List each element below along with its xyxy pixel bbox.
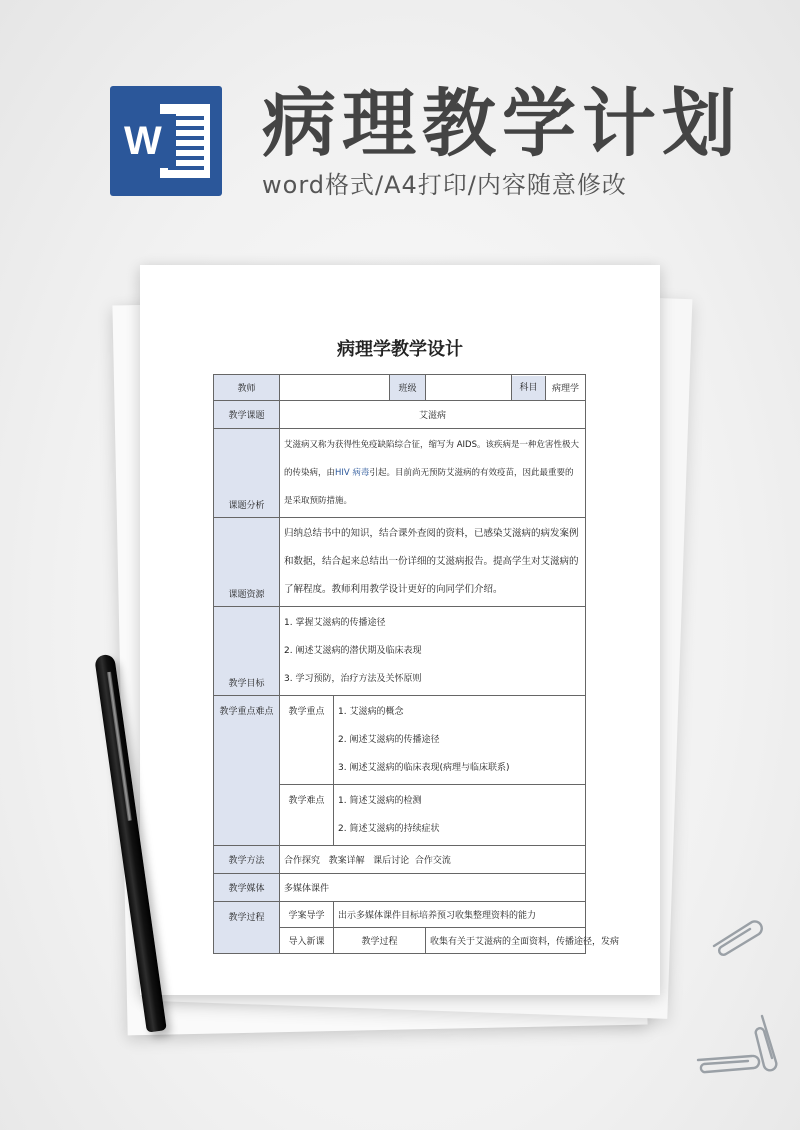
- banner-subtitle: word格式/A4打印/内容随意修改: [262, 171, 627, 199]
- difficulty-label: 教学难点: [280, 785, 334, 846]
- subject-cell: [512, 375, 586, 401]
- teacher-label: 教师: [214, 375, 280, 401]
- media-value: 多媒体课件: [280, 874, 586, 902]
- topic-label: 教学课题: [214, 401, 280, 429]
- topic-value: 艾滋病: [280, 401, 586, 429]
- list-item: 1. 掌握艾滋病的传播途径: [284, 618, 386, 628]
- focus-label: 教学重点: [280, 696, 334, 785]
- intro-label: 导入新课: [280, 928, 334, 954]
- table-row: [214, 429, 586, 518]
- list-item: 2. 简述艾滋病的持续症状: [338, 824, 440, 834]
- method-value: 合作探究 教案详解 课后讨论 合作交流: [280, 846, 586, 874]
- analysis-label: 课题分析: [214, 429, 280, 518]
- list-item: 3. 学习预防，治疗方法及关怀原则: [284, 674, 422, 684]
- hiv-link[interactable]: HIV 病毒: [335, 468, 370, 478]
- lesson-plan-table: [213, 374, 620, 954]
- table-row: [214, 902, 586, 928]
- list-item: 2. 阐述艾滋病的潜伏期及临床表现: [284, 646, 422, 656]
- step-value: 收集有关于艾滋病的全面资料，传播途径，发病: [426, 928, 586, 954]
- table-row: [214, 607, 586, 696]
- logo-letter: W: [124, 114, 176, 168]
- list-item: 1. 简述艾滋病的检测: [338, 796, 422, 806]
- paperclip-icon: [706, 912, 766, 956]
- class-value[interactable]: [426, 375, 512, 401]
- list-item: 3. 阐述艾滋病的临床表现(病理与临床联系): [338, 763, 510, 773]
- resources-text: 归纳总结书中的知识，结合课外查阅的资料，已感染艾滋病的病发案例和数据，结合起来总结出一份详细的艾滋病报告。提高学生对艾滋病的了解程度。教师利用教学设计更好的向同学们介绍。: [280, 518, 586, 607]
- step-label: 教学过程: [334, 928, 426, 954]
- table-row: [214, 874, 586, 902]
- analysis-text-before: 艾滋病又称为获得性免疫缺陷综合征，缩写为 AIDS。该疾病是一种危害性极大的传染病，由: [284, 440, 579, 478]
- analysis-text: [280, 429, 586, 518]
- difficulty-list: [334, 785, 586, 846]
- word-logo-icon: [110, 86, 222, 196]
- guide-label: 学案导学: [280, 902, 334, 928]
- teacher-value[interactable]: [280, 375, 390, 401]
- analysis-text-after: 引起。目前尚无预防艾滋病的有效疫苗，因此最重要的是采取预防措施。: [284, 468, 574, 506]
- banner-title: 病理教学计划: [262, 81, 742, 167]
- document-title: 病理学教学设计: [337, 339, 463, 360]
- focus-list: [334, 696, 586, 785]
- resources-label: 课题资源: [214, 518, 280, 607]
- table-row: [214, 696, 586, 785]
- goals-label: 教学目标: [214, 607, 280, 696]
- subject-label: 科目: [512, 376, 546, 400]
- subject-value: 病理学: [551, 384, 579, 394]
- document-page: [140, 265, 660, 995]
- method-label: 教学方法: [214, 846, 280, 874]
- list-item: 2. 阐述艾滋病的传播途径: [338, 735, 440, 745]
- table-row: [214, 375, 586, 401]
- process-label: 教学过程: [214, 902, 280, 954]
- table-row: [214, 401, 586, 429]
- goals-list: [280, 607, 586, 696]
- class-label: 班级: [390, 375, 426, 401]
- paperclip-icon: [694, 1048, 764, 1078]
- table-row: [214, 846, 586, 874]
- list-item: 1. 艾滋病的概念: [338, 707, 404, 717]
- key-points-label: 教学重点难点: [214, 696, 280, 846]
- guide-value: 出示多媒体课件目标培养预习收集整理资料的能力: [334, 902, 586, 928]
- table-row: [214, 518, 586, 607]
- media-label: 教学媒体: [214, 874, 280, 902]
